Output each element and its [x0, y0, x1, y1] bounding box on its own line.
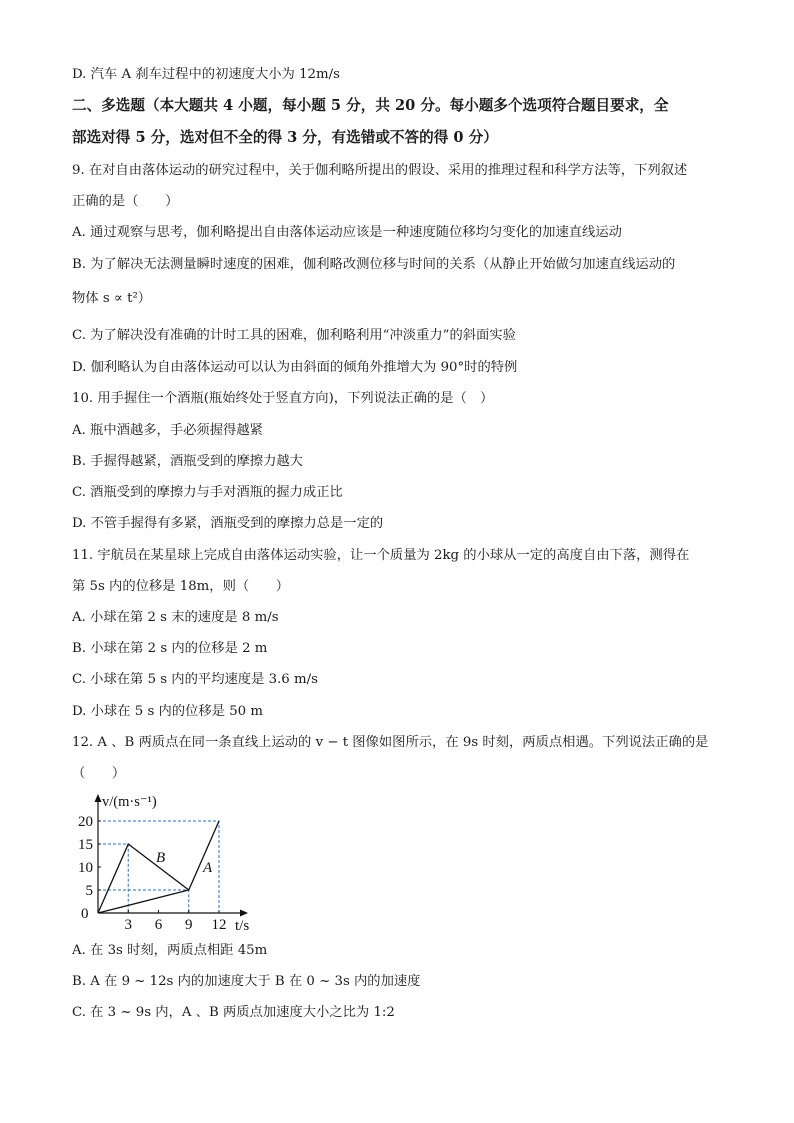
y-axis-arrow — [95, 794, 102, 802]
x-tick-label: 6 — [154, 917, 163, 933]
line-q11B: B. 小球在第 2 s 内的位移是 2 m — [72, 641, 268, 656]
line-q11A: A. 小球在第 2 s 末的速度是 8 m/s — [72, 610, 279, 625]
line-q9b: 正确的是（ ） — [72, 194, 179, 209]
line-q9B2: 物体 s ∝ t²） — [72, 291, 152, 306]
line-q10C: C. 酒瓶受到的摩擦力与手对酒瓶的握力成正比 — [72, 485, 343, 500]
line-q9D: D. 伽利略认为自由落体运动可以认为由斜面的倾角外推增大为 90°时的特例 — [72, 360, 518, 375]
series-label-b: B — [156, 850, 166, 866]
y-tick-label: 5 — [85, 883, 93, 899]
line-q12A: A. 在 3s 时刻，两质点相距 45m — [72, 943, 268, 958]
line-q11D: D. 小球在 5 s 内的位移是 50 m — [72, 704, 263, 719]
x-tick-label: 3 — [124, 917, 132, 933]
x-tick-label: 12 — [211, 917, 227, 933]
line-q12b: （ ） — [72, 766, 126, 781]
y-axis-label: v/(m·s⁻¹) — [102, 794, 157, 810]
y-tick-label: 20 — [78, 814, 93, 830]
line-q12C: C. 在 3 ~ 9s 内，A 、B 两质点加速度大小之比为 1:2 — [72, 1005, 395, 1020]
line-q9A: A. 通过观察与思考，伽利略提出自由落体运动应该是一种速度随位移均匀变化的加速直线运动 — [72, 225, 622, 240]
y-tick-label: 15 — [78, 837, 93, 853]
line-q12B: B. A 在 9 ~ 12s 内的加速度大于 B 在 0 ~ 3s 内的加速度 — [72, 974, 421, 989]
line-sec2a: 二、多选题（本大题共 4 小题，每小题 5 分，共 20 分。每小题多个选项符合题目要求，全 — [72, 97, 669, 114]
line-q9a: 9. 在对自由落体运动的研究过程中，关于伽利略所提出的假设、采用的推理过程和科学方法等，下列叙述 — [72, 163, 688, 178]
x-axis-arrow — [240, 910, 248, 917]
series-line-b — [98, 844, 189, 913]
line-q11C: C. 小球在第 5 s 内的平均速度是 3.6 m/s — [72, 672, 318, 687]
line-q12a: 12. A 、B 两质点在同一条直线上运动的 v − t 图像如图所示，在 9s 时刻，两质点相遇。下列说法正确的是 — [72, 735, 709, 750]
line-q9C: C. 为了解决没有准确的计时工具的困难，伽利略利用“冲淡重力”的斜面实验 — [72, 328, 516, 343]
line-q11b: 第 5s 内的位移是 18m，则（ ） — [72, 579, 290, 594]
x-tick-label: 9 — [185, 917, 193, 933]
x-axis-label: t/s — [235, 918, 250, 934]
line-sec2b: 部选对得 5 分，选对但不全的得 3 分，有选错或不答的得 0 分） — [72, 129, 498, 146]
line-q11a: 11. 宇航员在某星球上完成自由落体运动实验，让一个质量为 2kg 的小球从一定的高度自由下落，测得在 — [72, 548, 690, 563]
line-q9B1: B. 为了解决无法测量瞬时速度的困难，伽利略改测位移与时间的关系（从静止开始做匀加速直线运动的 — [72, 257, 676, 272]
line-q10: 10. 用手握住一个酒瓶(瓶始终处于竖直方向)，下列说法正确的是（ ） — [72, 391, 494, 406]
line-q8d: D. 汽车 A 刹车过程中的初速度大小为 12m/s — [72, 67, 340, 82]
y-tick-label: 10 — [78, 860, 93, 876]
line-q10A: A. 瓶中酒越多，手必须握得越紧 — [72, 423, 263, 438]
line-q10D: D. 不管手握得有多紧，酒瓶受到的摩擦力总是一定的 — [72, 516, 384, 531]
v-t-graph — [72, 790, 272, 935]
origin-label: 0 — [81, 906, 89, 922]
line-q10B: B. 手握得越紧，酒瓶受到的摩擦力越大 — [72, 454, 303, 469]
series-label-a: A — [203, 860, 213, 876]
